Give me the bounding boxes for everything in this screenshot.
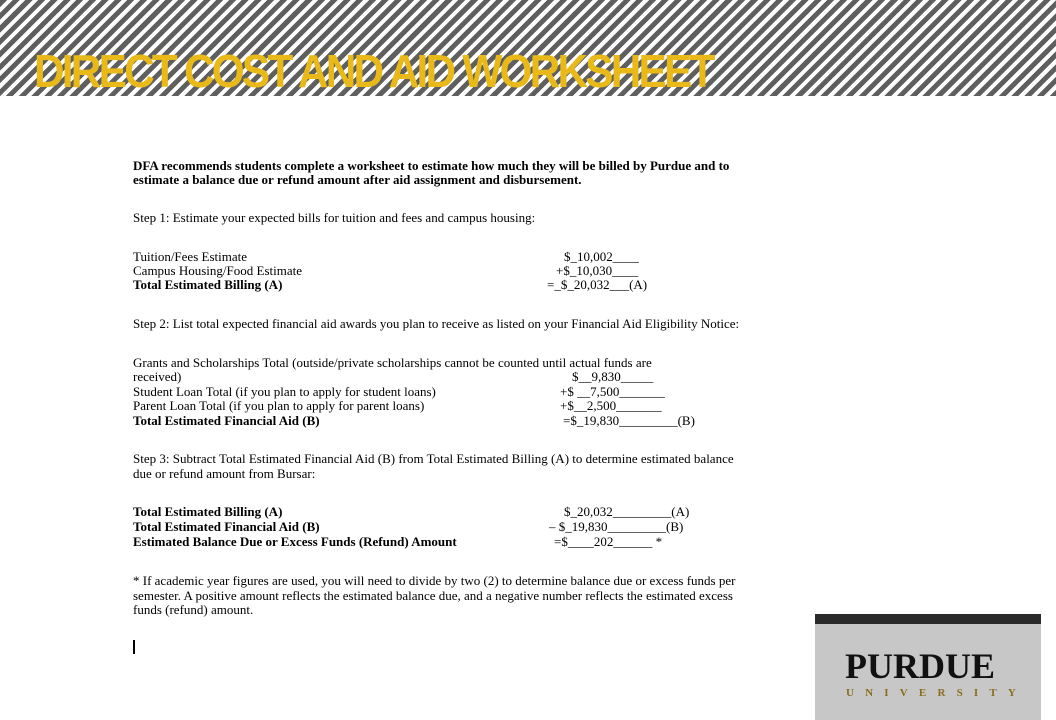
step3-row-label: Total Estimated Financial Aid (B) — [133, 519, 320, 534]
logo-top-bar — [815, 614, 1041, 624]
step2-grants-value: $__9,830_____ — [572, 369, 654, 384]
step3-row-label: Total Estimated Billing (A) — [133, 504, 283, 519]
step2-total-label: Total Estimated Financial Aid (B) — [133, 413, 320, 428]
step3-balance-label: Estimated Balance Due or Excess Funds (Refund) Amount — [133, 534, 457, 549]
footnote-line-3: funds (refund) amount. — [133, 602, 254, 617]
step2-total-value: =$_19,830_________(B) — [563, 413, 695, 428]
step2-grants-line-1: Grants and Scholarships Total (outside/private scholarships cannot be counted until actual funds are — [133, 355, 652, 370]
step2-row-label: Parent Loan Total (if you plan to apply for parent loans) — [133, 398, 425, 413]
step2-grants-line-2: received) — [133, 369, 182, 384]
step2-row-value: +$__2,500_______ — [560, 398, 662, 413]
step2-heading: Step 2: List total expected financial aid awards you plan to receive as listed on your Financial Aid Eligibility Notice: — [133, 316, 740, 331]
step3-row-value: $_20,032_________(A) — [564, 504, 690, 519]
intro-line-2: estimate a balance due or refund amount after aid assignment and disbursement. — [133, 172, 582, 187]
step1-row-label: Tuition/Fees Estimate — [133, 249, 247, 264]
logo-subtitle: UNIVERSITY — [846, 687, 1028, 699]
step1-heading: Step 1: Estimate your expected bills for tuition and fees and campus housing: — [133, 210, 536, 225]
step1-row-value: $_10,002____ — [564, 249, 639, 264]
step2-row-label: Student Loan Total (if you plan to apply for student loans) — [133, 384, 436, 399]
footnote-line-1: * If academic year figures are used, you will need to divide by two (2) to determine balance due or excess funds per — [133, 573, 736, 588]
step1-total-value: =_$_20,032___(A) — [547, 277, 648, 292]
step3-heading-line-1: Step 3: Subtract Total Estimated Financial Aid (B) from Total Estimated Billing (A) to determine estimated balance — [133, 451, 734, 466]
slide-title: DIRECT COST AND AID WORKSHEET — [34, 45, 713, 97]
text-cursor — [133, 640, 135, 654]
step3-heading-line-2: due or refund amount from Bursar: — [133, 466, 316, 481]
step1-row-value: +$_10,030____ — [556, 263, 639, 278]
step3-balance-value: =$____202______ * — [554, 534, 663, 549]
intro-line-1: DFA recommends students complete a worksheet to estimate how much they will be billed by Purdue and to — [133, 158, 730, 173]
logo-wordmark: PURDUE — [845, 646, 995, 686]
step1-row-label: Campus Housing/Food Estimate — [133, 263, 302, 278]
step3-row-value: – $_19,830_________(B) — [549, 519, 684, 534]
step2-row-value: +$ __7,500_______ — [560, 384, 665, 399]
footnote-line-2: semester. A positive amount reflects the estimated balance due, and a negative number reflects the estimated excess — [133, 588, 733, 603]
step1-total-label: Total Estimated Billing (A) — [133, 277, 283, 292]
